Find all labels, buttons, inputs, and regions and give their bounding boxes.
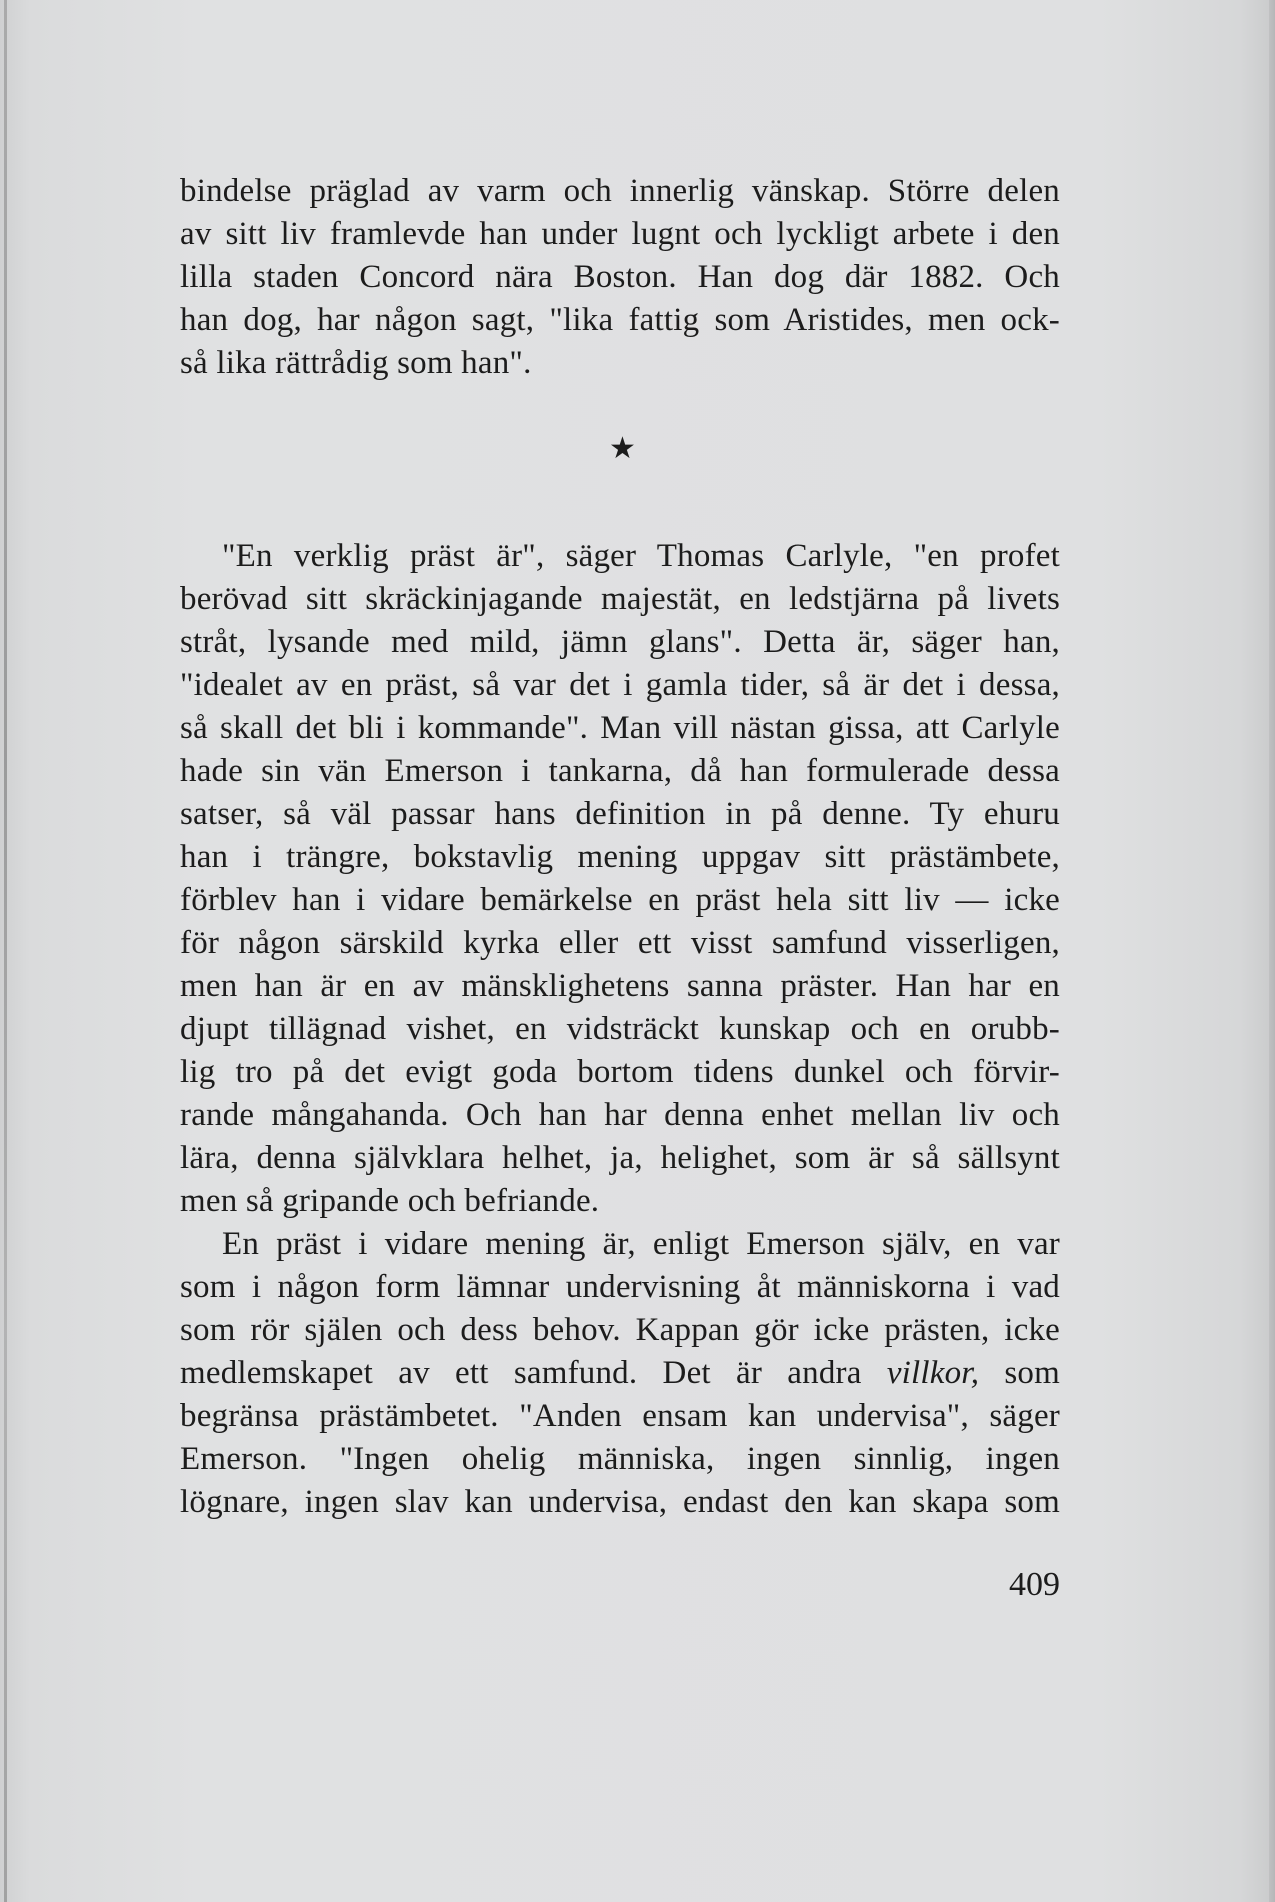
text-line: lilla staden Concord nära Boston. Han dog där 1882. Och [180,259,1060,295]
text-line: men han är en av mänsklighetens sanna präster. Han har en [180,968,1060,1004]
text-line: så skall det bli i kommande". Man vill nästan gissa, att Carlyle [180,710,1060,746]
italic-word: villkor, [886,1355,980,1391]
paragraph-2-and-3 [180,535,1060,1524]
text-line: men så gripande och befriande. [180,1183,600,1219]
page-edge [1269,0,1275,1902]
text-line: bindelse präglad av varm och innerlig vänskap. Större delen [180,173,1060,209]
text-line: stråt, lysande med mild, jämn glans". Detta är, säger han, [180,624,1060,660]
text-line: han i trängre, bokstavlig mening uppgav sitt prästämbete, [180,839,1060,875]
text-line: förblev han i vidare bemärkelse en präst hela sitt liv — icke [180,882,1060,918]
text-line: lära, denna självklara helhet, ja, helighet, som är så sällsynt [180,1140,1060,1176]
text-line: som rör själen och dess behov. Kappan gör icke prästen, icke [180,1312,1060,1348]
text-line: lögnare, ingen slav kan undervisa, endast den kan skapa som [180,1484,1060,1520]
text-line: djupt tillägnad vishet, en vidsträckt kunskap och en orubb- [180,1011,1060,1047]
text-line: berövad sitt skräckinjagande majestät, en ledstjärna på livets [180,581,1060,617]
text-line: En präst i vidare mening är, enligt Emerson själv, en var [222,1226,1060,1262]
binding-gutter [4,0,7,1902]
text-segment: medlemskapet av ett samfund. Det är andra [180,1355,887,1391]
text-line: så lika rättrådig som han". [180,345,532,381]
text-line: av sitt liv framlevde han under lugnt och lyckligt arbete i den [180,216,1060,252]
text-line: begränsa prästämbetet. "Anden ensam kan undervisa", säger [180,1398,1060,1434]
page-number: 409 [1009,1566,1060,1603]
text-line: rande mångahanda. Och han har denna enhet mellan liv och [180,1097,1060,1133]
text-line: hade sin vän Emerson i tankarna, då han formulerade dessa [180,753,1060,789]
text-line: som i någon form lämnar undervisning åt människorna i vad [180,1269,1060,1305]
text-line: satser, så väl passar hans definition in på denne. Ty ehuru [180,796,1060,832]
text-line: "idealet av en präst, så var det i gamla tider, så är det i dessa, [180,667,1060,703]
text-line: han dog, har någon sagt, "lika fattig som Aristides, men ock- [180,302,1060,338]
paragraph-1 [180,170,1060,385]
section-separator-star-icon: ★ [609,431,636,466]
text-line: "En verklig präst är", säger Thomas Carlyle, "en profet [222,538,1060,574]
text-line: Emerson. "Ingen ohelig människa, ingen sinnlig, ingen [180,1441,1060,1477]
text-line [180,1352,1060,1395]
text-segment: som [979,1355,1060,1391]
text-line: för någon särskild kyrka eller ett visst samfund visserligen, [180,925,1060,961]
text-line: lig tro på det evigt goda bortom tidens dunkel och förvir- [180,1054,1060,1090]
